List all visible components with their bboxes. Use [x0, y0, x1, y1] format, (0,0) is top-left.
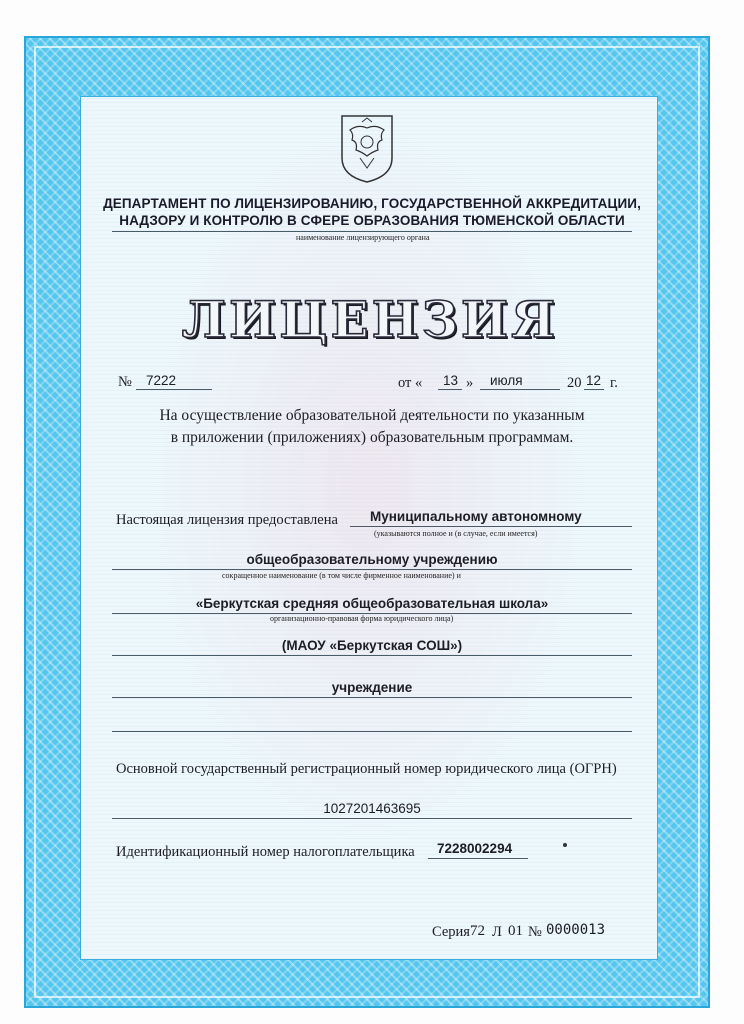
holder-underline-5 — [112, 697, 632, 698]
ink-dot — [563, 843, 567, 847]
number-underline — [136, 389, 212, 390]
holder-underline-1 — [350, 526, 632, 527]
series-no-sign: № — [528, 924, 542, 940]
number-sign: № — [118, 374, 132, 390]
date-day: 13 — [443, 373, 459, 388]
holder-line-4: (МАОУ «Беркутская СОШ») — [281, 638, 463, 653]
purpose-line-2: в приложении (приложениях) образовательным программам. — [170, 429, 574, 446]
holder-underline-6 — [112, 731, 632, 732]
issuer-line-2: НАДЗОРУ И КОНТРОЛЮ В СФЕРЕ ОБРАЗОВАНИЯ ТЮМЕНСКОЙ ОБЛАСТИ — [119, 213, 625, 228]
holder-line-2: общеобразовательному учреждению — [246, 552, 498, 567]
issuer-line-1: ДЕПАРТАМЕНТ ПО ЛИЦЕНЗИРОВАНИЮ, ГОСУДАРСТВЕННОЙ АККРЕДИТАЦИИ, — [103, 196, 641, 211]
holder-caption-1: (указываются полное и (в случае, если имеется) — [374, 529, 538, 538]
inn-underline — [428, 858, 528, 859]
series-region: 72 — [470, 923, 485, 939]
ogrn-value: 1027201463695 — [323, 801, 421, 816]
series-letter: Л — [492, 924, 502, 940]
license-number: 7222 — [146, 373, 177, 388]
month-underline — [480, 389, 560, 390]
series-number: 0000013 — [546, 922, 606, 938]
issuer-caption: наименование лицензирующего органа — [296, 233, 430, 242]
holder-caption-2: сокращенное наименование (в том числе фирменное наименование) и — [222, 571, 461, 580]
document-title: ЛИЦЕНЗИЯ — [181, 290, 559, 349]
date-mid: » — [466, 375, 474, 391]
holder-line-5: учреждение — [331, 680, 413, 695]
coat-of-arms-icon — [338, 112, 396, 184]
series-code: 01 — [508, 923, 523, 939]
day-underline — [438, 389, 462, 390]
purpose-line-1: На осуществление образовательной деятельности по указанным — [159, 407, 585, 424]
year-underline — [584, 389, 604, 390]
date-month: июля — [490, 373, 523, 388]
inn-value: 7228002294 — [437, 841, 513, 856]
holder-line-1: Муниципальному автономному — [370, 509, 582, 524]
ogrn-label: Основной государственный регистрационный номер юридического лица (ОГРН) — [116, 761, 617, 777]
year-prefix: 20 — [567, 375, 582, 391]
holder-line-3: «Беркутская средняя общеобразовательная школа» — [195, 596, 549, 611]
year-suffix: 12 — [586, 373, 602, 388]
holder-underline-2 — [112, 569, 632, 570]
holder-caption-3: организационно-правовая форма юридического лица) — [270, 614, 454, 623]
holder-underline-4 — [112, 655, 632, 656]
date-prefix: от « — [398, 375, 423, 391]
ogrn-underline — [112, 818, 632, 819]
issuer-underline — [112, 231, 632, 232]
holder-intro: Настоящая лицензия предоставлена — [116, 512, 338, 528]
year-end: г. — [610, 375, 618, 391]
series-label: Серия — [432, 924, 470, 940]
inn-label: Идентификационный номер налогоплательщика — [116, 844, 415, 860]
